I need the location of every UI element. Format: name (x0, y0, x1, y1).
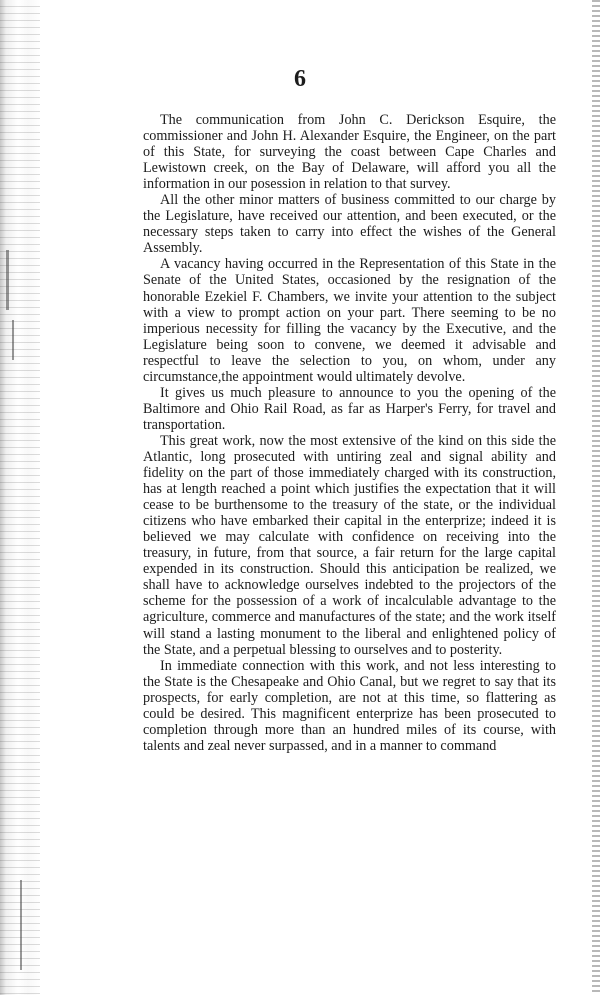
scan-binding-edge (0, 0, 40, 995)
paragraph: This great work, now the most extensive of the kind on this side the Atlantic, long prosecuted with untiring zeal and signal ability and fidelity on the part of those immediately charged with its construction, has at length reached a point which justifies the expectation that it will cease to be burthensome to the treasury of the state, or the individual citizens who have embarked their capital in the enterprize; indeed it is believed we may calculate with confidence on receiving into the treasury, in future, from that source, a fair return for the large capital expended in its construction. Should this anticipation be realized, we shall have to acknowledge ourselves indebted to the projectors of the scheme for the possession of a work of incalculable advantage to the agriculture, commerce and manufactures of the state; and the work itself will stand a lasting monument to the liberal and enlightened policy of the State, and a perpetual blessing to ourselves and to posterity. (143, 432, 556, 658)
paragraph: All the other minor matters of business committed to our charge by the Legislature, have received our attention, and been executed, or the necessary steps taken to carry into effect the wishes of the General Assembly. (143, 192, 556, 257)
body-text (143, 112, 556, 754)
paragraph: It gives us much pleasure to announce to you the opening of the Baltimore and Ohio Rail Road, as far as Harper's Ferry, for travel and transportation. (143, 384, 556, 433)
page-number: 6 (294, 66, 306, 92)
paragraph: A vacancy having occurred in the Representation of this State in the Senate of the United States, occasioned by the resignation of the honorable Ezekiel F. Chambers, we invite your attention to the subject with a view to prompt action on your part. There seeming to be no imperious necessity for filling the vacancy by the Executive, and the Legislature being soon to convene, we deemed it advisable and respectful to leave the selection to you, on whom, under any circumstance,the appointment would ultimately devolve. (143, 256, 556, 385)
paragraph: In immediate connection with this work, and not less interesting to the State is the Chesapeake and Ohio Canal, but we regret to say that its prospects, for early completion, are not at this time, so flattering as could be desired. This magnificent enterprize has been prosecuted to completion through more than an hundred miles of its course, with talents and zeal never surpassed, and in a manner to command (143, 657, 556, 754)
paragraph: The communication from John C. Derickson Esquire, the commissioner and John H. Alexander Esquire, the Engineer, on the part of this State, for surveying the coast between Cape Charles and Lewistown creek, on the Bay of Delaware, will afford you all the information in our posession in relation to that survey. (143, 112, 556, 193)
scan-right-edge (592, 0, 600, 995)
